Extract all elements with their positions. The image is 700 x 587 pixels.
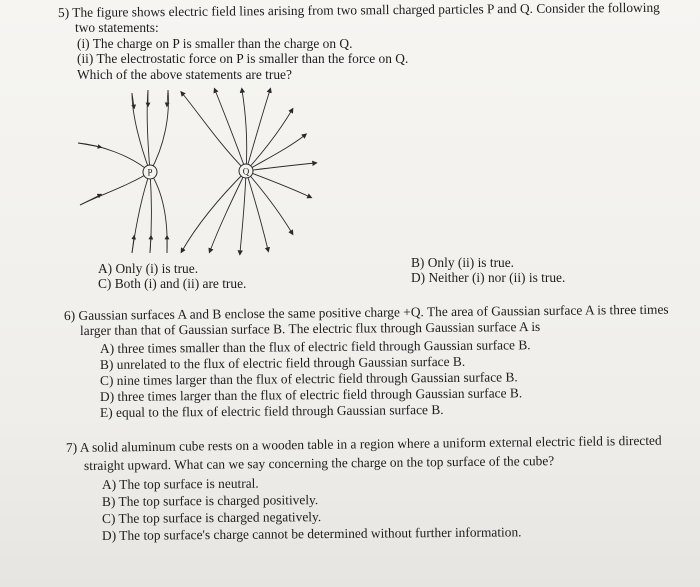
field-line — [242, 90, 247, 171]
q7-choice-b: B) The top surface is charged positively. — [101, 492, 319, 509]
q5-line2: two statements: — [75, 20, 159, 35]
field-line — [147, 90, 150, 172]
field-line — [150, 172, 167, 253]
q7-choice-c: C) The top surface is charged negatively. — [101, 509, 322, 526]
arrow — [78, 143, 100, 147]
arrow — [167, 90, 168, 105]
q5-line1: 5) The figure shows electric field lines arising from two small charged particles P and Q. Consider the following — [57, 0, 660, 20]
field-lines-figure — [70, 85, 340, 260]
field-line — [246, 171, 292, 233]
q5-statement-i: (i) The charge on P is smaller than the charge on Q. — [77, 36, 353, 51]
q6-choice-e: E) equal to the flux of electric field through Gaussian surface B. — [99, 402, 444, 420]
field-line — [182, 93, 246, 171]
q5-choice-c: C) Both (i) and (ii) are true. — [98, 276, 247, 291]
arrow — [80, 195, 100, 205]
arrow — [150, 237, 151, 253]
q7-line1: 7) A solid aluminum cube rests on a wooden table in a region where a uniform external electric field is directed — [65, 432, 662, 455]
field-line — [210, 171, 246, 251]
q7-choice-a: A) The top surface is neutral. — [101, 475, 259, 492]
field-line — [246, 163, 315, 171]
charge-q-label: Q — [242, 166, 250, 177]
q7-choice-d: D) The top surface's charge cannot be determined without further information. — [101, 524, 522, 543]
q6-line2: larger than that of Gaussian surface B. The electric flux through Gaussian surface A is — [79, 318, 541, 338]
q6-choice-b: B) unrelated to the flux of electric field through Gaussian surface B. — [99, 353, 466, 372]
field-line — [246, 171, 310, 197]
q7-line2: straight upward. What can we say concerning the charge on the top surface of the cube? — [83, 453, 555, 473]
field-line — [78, 143, 150, 172]
q6-line1: 6) Gaussian surfaces A and B enclose the same positive charge +Q. The area of Gaussian surface A is three times — [63, 301, 669, 323]
field-line — [215, 90, 246, 171]
q6-choice-d: D) three times larger than the flux of electric field through Gaussian surface B. — [99, 385, 523, 404]
field-line — [246, 171, 268, 250]
q5-choice-d: D) Neither (i) nor (ii) is true. — [411, 270, 566, 285]
arrow — [132, 237, 134, 253]
charge-p-label: P — [147, 167, 153, 178]
field-line — [150, 90, 168, 172]
q6-choice-a: A) three times smaller than the flux of electric field through Gaussian surface B. — [99, 337, 531, 356]
q5-choice-a: A) Only (i) is true. — [98, 261, 199, 276]
q6-choice-c: C) nine times larger than the flux of electric field through Gaussian surface B. — [99, 369, 518, 388]
q5-statement-ii: (ii) The electrostatic force on P is smaller than the force on Q. — [77, 51, 409, 66]
q5-choice-b: B) Only (ii) is true. — [411, 255, 515, 270]
field-line — [182, 171, 246, 251]
field-line — [240, 171, 246, 253]
q5-question: Which of the above statements are true? — [77, 67, 292, 82]
field-line — [132, 172, 150, 253]
field-line — [246, 110, 292, 171]
